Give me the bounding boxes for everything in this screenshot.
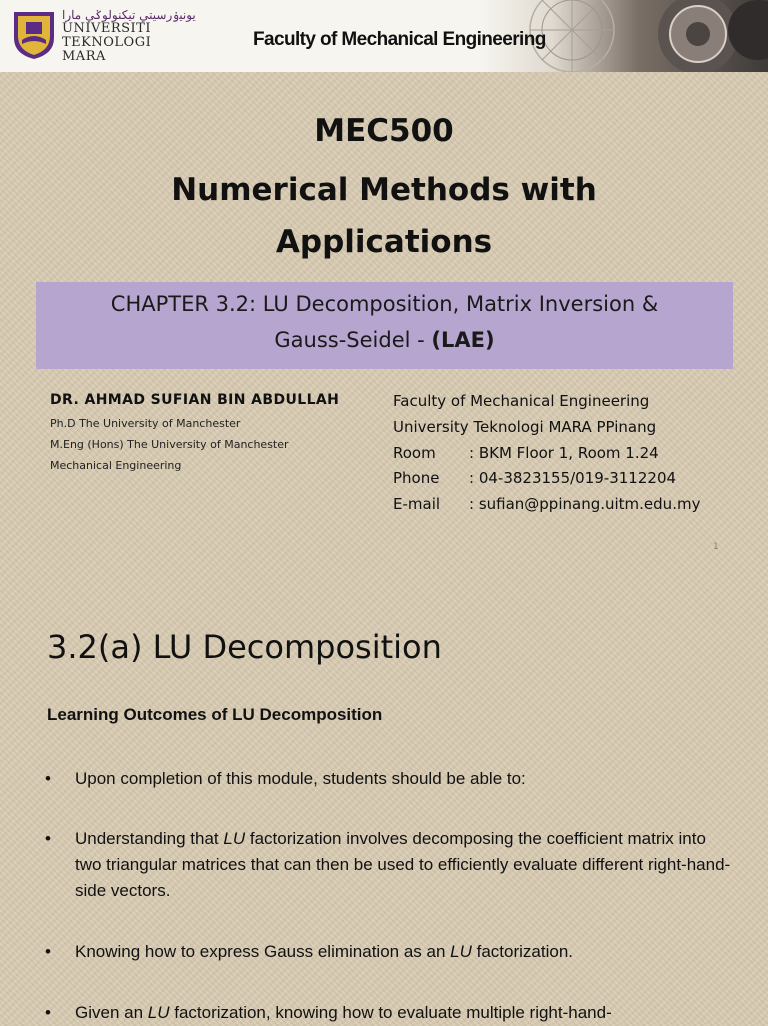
qualification-meng: M.Eng (Hons) The University of Manchester	[50, 438, 289, 451]
room-value: : BKM Floor 1, Room 1.24	[469, 444, 659, 462]
uitm-crest-icon	[12, 10, 56, 60]
slide-page-number: 1	[713, 542, 719, 552]
faculty-banner-title: Faculty of Mechanical Engineering	[253, 29, 546, 50]
contact-room	[393, 444, 659, 462]
course-title	[0, 164, 768, 268]
author-name: DR. AHMAD SUFIAN BIN ABDULLAH	[50, 392, 340, 408]
bullet-text-part: factorization, knowing how to evaluate multiple right-hand-	[169, 1003, 612, 1022]
learning-outcomes-heading: Learning Outcomes of LU Decomposition	[47, 705, 383, 724]
bullet-text-part: factorization.	[471, 942, 573, 961]
chapter-title-line-2-text: Gauss-Seidel -	[274, 328, 432, 352]
bullet-text-emphasis: LU	[147, 1003, 170, 1022]
phone-value: : 04-3823155/019-3112204	[469, 469, 677, 487]
bullet-icon: •	[45, 769, 51, 788]
logo-line-3: MARA	[62, 49, 106, 64]
contact-university: University Teknologi MARA PPinang	[393, 418, 657, 436]
header-banner	[0, 0, 768, 72]
bullet-text-part: factorization involves decomposing the coefficient matrix into two triangular matrices that can then be used to efficiently evaluate different right-hand-side vectors.	[75, 829, 731, 900]
email-value[interactable]: : sufian@ppinang.uitm.edu.my	[469, 495, 701, 513]
bullet-text	[75, 1000, 735, 1026]
course-title-line-2: Applications	[275, 224, 493, 260]
course-code: MEC500	[314, 113, 454, 149]
bullet-text-part: Understanding that	[75, 829, 224, 848]
bullet-icon: •	[45, 1003, 51, 1022]
email-label: E-mail	[393, 495, 441, 513]
bullet-icon: •	[45, 829, 51, 848]
phone-label: Phone	[393, 469, 440, 487]
chapter-title-line-1: CHAPTER 3.2: LU Decomposition, Matrix Inversion &	[110, 292, 659, 316]
bullet-text-part: Given an	[75, 1003, 148, 1022]
bullet-icon: •	[45, 942, 51, 961]
bullet-text	[75, 939, 735, 965]
qualification-phd: Ph.D The University of Manchester	[50, 417, 241, 430]
chapter-title-line-2	[36, 322, 733, 358]
contact-phone	[393, 469, 676, 487]
bullet-text: Upon completion of this module, students should be able to:	[75, 769, 526, 788]
logo-line-2: TEKNOLOGI	[62, 35, 152, 50]
room-label: Room	[393, 444, 436, 462]
bullet-text	[75, 826, 735, 904]
uitm-logo-text	[62, 8, 202, 64]
chapter-title-lae: (LAE)	[431, 328, 495, 352]
logo-line-1: UNIVERSITI	[62, 21, 151, 36]
contact-faculty: Faculty of Mechanical Engineering	[393, 392, 650, 410]
contact-email	[393, 495, 700, 513]
bullet-text-emphasis: LU	[223, 829, 246, 848]
qualification-field: Mechanical Engineering	[50, 459, 182, 472]
logo-arabic-text: ﯾﻮﻧﯿۏرسيتي تيکنولوݢي مارا	[62, 8, 196, 22]
chapter-title	[36, 286, 733, 358]
bullet-text-part: Knowing how to express Gauss elimination as an	[75, 942, 451, 961]
course-title-line-1: Numerical Methods with	[171, 172, 597, 208]
section-heading: 3.2(a) LU Decomposition	[47, 628, 442, 666]
bullet-text-emphasis: LU	[450, 942, 472, 961]
